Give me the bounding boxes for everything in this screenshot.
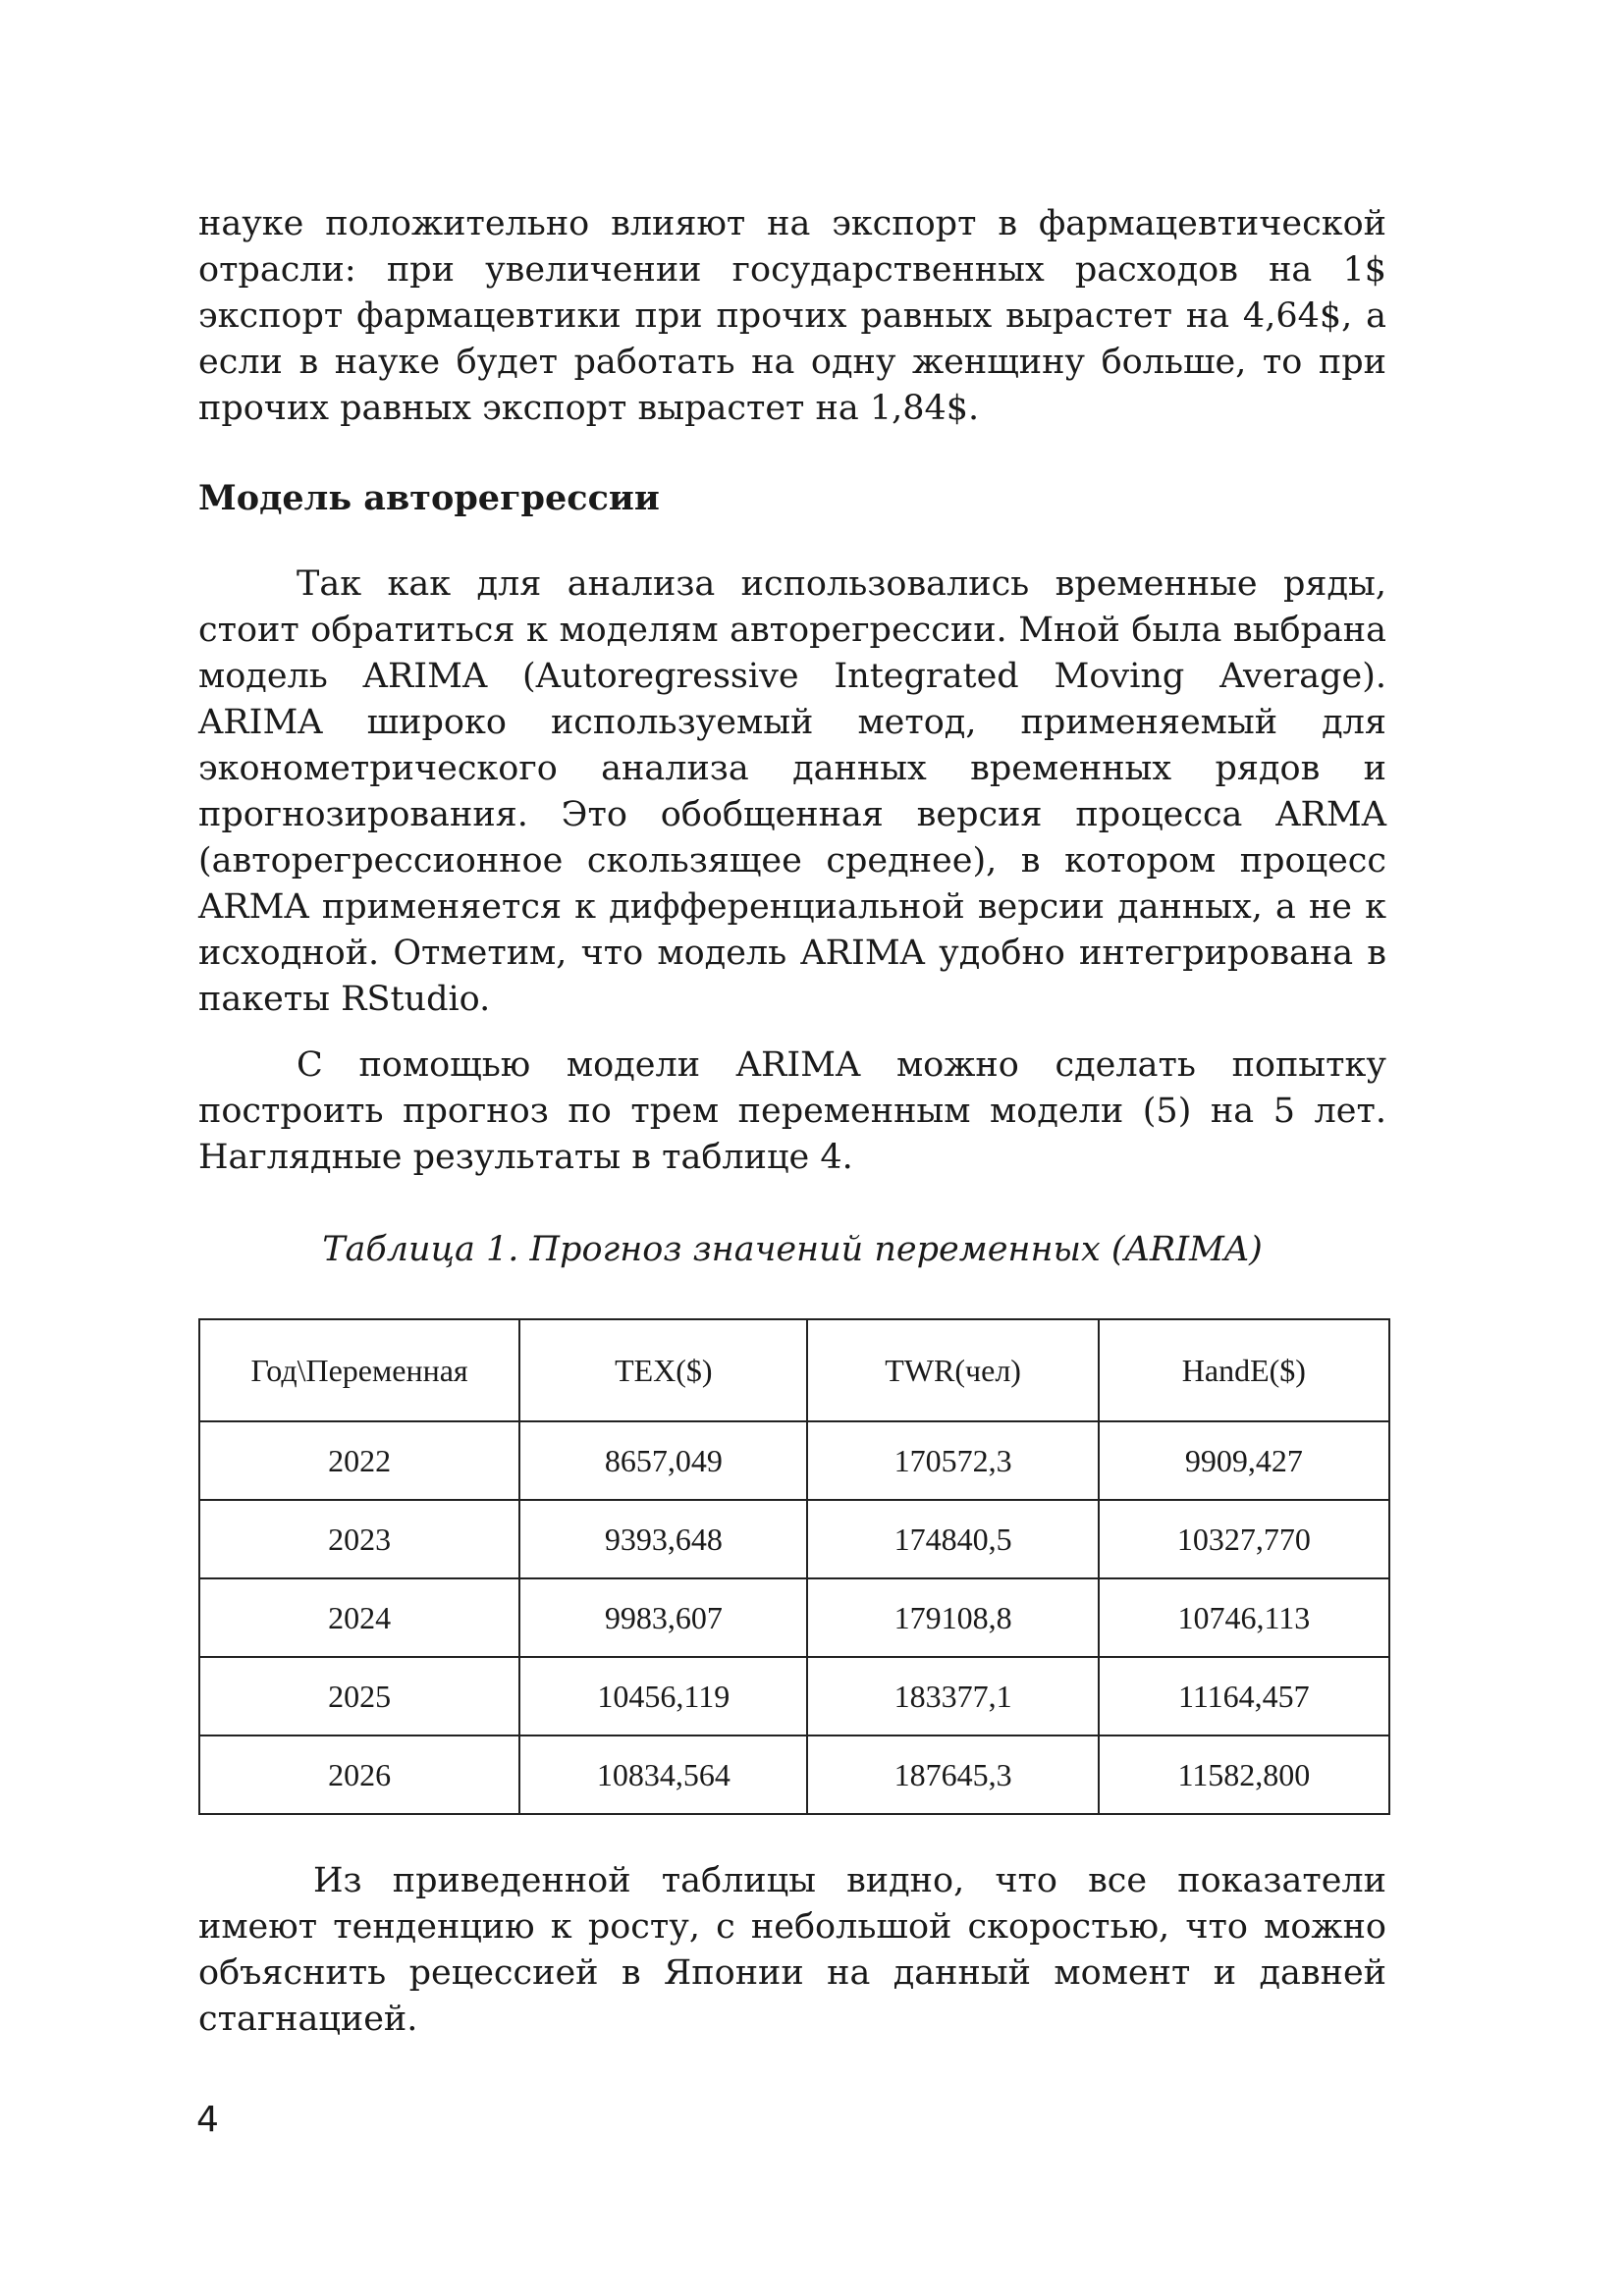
page-number: 4 <box>196 2100 219 2140</box>
table-cell-year: 2022 <box>199 1421 519 1500</box>
paragraph-forecast: С помощью модели ARIMA можно сделать попытку построить прогноз по трем переменным модели (5) на 5 лет. Наглядные результаты в таблице 4. <box>198 1045 1386 1177</box>
table-row <box>199 1421 1389 1500</box>
paragraph-intro: науке положительно влияют на экспорт в фармацевтической отрасли: при увеличении государственных расходов на 1$ экспорт фармацевтики при прочих равных вырастет на 4,64$, а если в науке будет работать на одну женщину больше, то при прочих равных экспорт вырастет на 1,84$. <box>198 204 1386 428</box>
table-cell: 10327,770 <box>1099 1500 1389 1578</box>
table-cell: 10456,119 <box>519 1657 807 1735</box>
table-cell: 9909,427 <box>1099 1421 1389 1500</box>
table-header-cell: Год\Переменная <box>199 1319 519 1421</box>
table-row <box>199 1500 1389 1578</box>
table-cell: 174840,5 <box>807 1500 1098 1578</box>
table-cell-year: 2026 <box>199 1735 519 1814</box>
table-row <box>199 1578 1389 1657</box>
table-row <box>199 1657 1389 1735</box>
table-cell: 10746,113 <box>1099 1578 1389 1657</box>
table-cell: 8657,049 <box>519 1421 807 1500</box>
table-cell: 183377,1 <box>807 1657 1098 1735</box>
table-cell: 187645,3 <box>807 1735 1098 1814</box>
table-cell: 11582,800 <box>1099 1735 1389 1814</box>
table-header-cell: TWR(чел) <box>807 1319 1098 1421</box>
table-cell: 179108,8 <box>807 1578 1098 1657</box>
table-cell: 9393,648 <box>519 1500 807 1578</box>
table-cell: 10834,564 <box>519 1735 807 1814</box>
table-cell-year: 2023 <box>199 1500 519 1578</box>
section-heading: Модель авторегрессии <box>198 478 660 518</box>
table-cell: 170572,3 <box>807 1421 1098 1500</box>
table-header-row <box>199 1319 1389 1421</box>
table-cell-year: 2024 <box>199 1578 519 1657</box>
table-caption: Таблица 1. Прогноз значений переменных (ARIMA) <box>322 1230 1263 1269</box>
paragraph-arima: Так как для анализа использовались временные ряды, стоит обратиться к моделям авторегрессии. Мной была выбрана модель ARIMA (Autoregressive Integrated Moving Average). ARIMA широко используемый метод, применяемый для эконометрического анализа данных временных рядов и прогнозирования. Это обобщенная версия процесса ARMA (авторегрессионное скользящее среднее), в котором процесс ARMA применяется к дифференциальной версии данных, а не к исходной. Отметим, что модель ARIMA удобно интегрирована в пакеты RStudio. <box>198 564 1386 1019</box>
table-header-cell: HandE($) <box>1099 1319 1389 1421</box>
paragraph-conclusion: Из приведенной таблицы видно, что все показатели имеют тенденцию к росту, с небольшой скоростью, что можно объяснить рецессией в Японии на данный момент и давней стагнацией. <box>198 1861 1386 2039</box>
forecast-table <box>198 1318 1390 1815</box>
table-cell-year: 2025 <box>199 1657 519 1735</box>
table-cell: 9983,607 <box>519 1578 807 1657</box>
table-row <box>199 1735 1389 1814</box>
table-cell: 11164,457 <box>1099 1657 1389 1735</box>
table-header-cell: TEX($) <box>519 1319 807 1421</box>
